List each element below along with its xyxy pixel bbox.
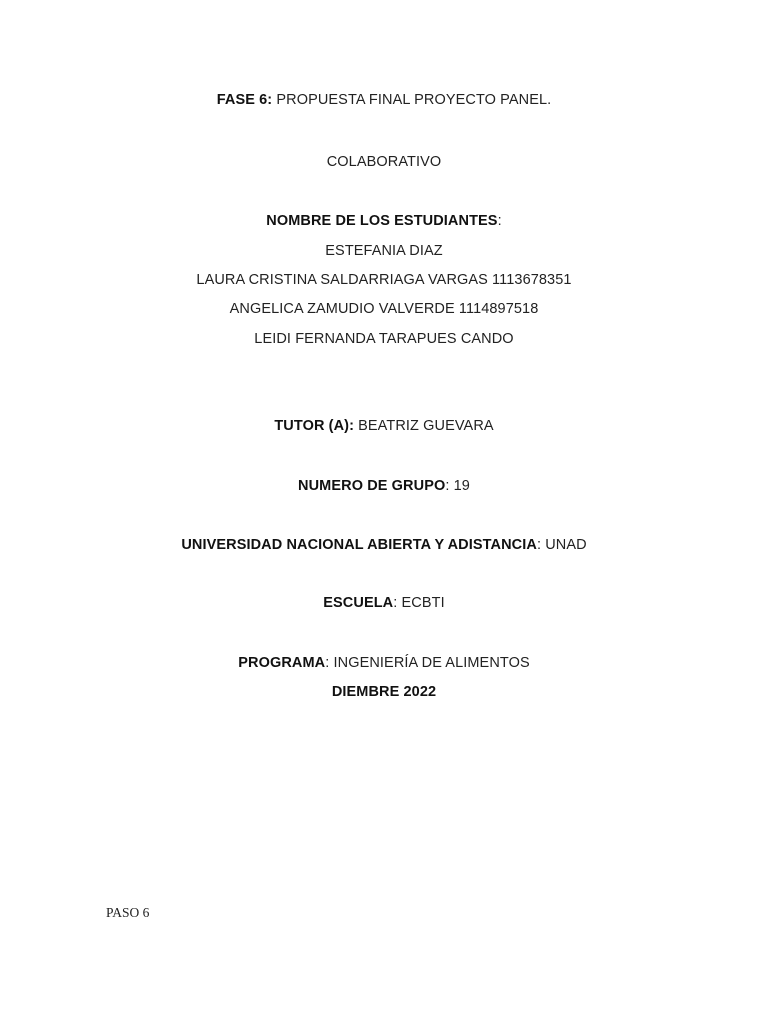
student-name: ESTEFANIA DIAZ xyxy=(325,243,443,259)
programa-line xyxy=(0,654,768,672)
programa-value: : INGENIERÍA DE ALIMENTOS xyxy=(325,655,530,671)
universidad-value: : UNAD xyxy=(536,537,587,553)
escuela-label: ESCUELA xyxy=(323,595,394,611)
grupo-line xyxy=(0,477,768,495)
student-name: LAURA CRISTINA SALDARRIAGA VARGAS 1113678351 xyxy=(196,272,572,288)
student-name: LEIDI FERNANDA TARAPUES CANDO xyxy=(254,331,514,347)
fecha-line: DIEMBRE 2022 xyxy=(331,684,437,700)
grupo-label: NUMERO DE GRUPO xyxy=(298,478,446,494)
colaborativo-line: COLABORATIVO xyxy=(326,154,442,170)
fase-value: PROPUESTA FINAL PROYECTO PANEL. xyxy=(272,92,552,108)
tutor-line xyxy=(0,417,768,435)
fase-label: FASE 6: xyxy=(216,92,273,108)
universidad-line xyxy=(0,536,768,554)
escuela-line xyxy=(0,594,768,612)
escuela-value: : ECBTI xyxy=(393,595,445,611)
footer-text: PASO 6 xyxy=(106,905,150,920)
tutor-value: BEATRIZ GUEVARA xyxy=(354,418,494,434)
students-colon: : xyxy=(497,213,502,229)
grupo-value: : 19 xyxy=(445,478,470,494)
student-name: ANGELICA ZAMUDIO VALVERDE 1114897518 xyxy=(229,301,539,317)
universidad-label: UNIVERSIDAD NACIONAL ABIERTA Y ADISTANCIA xyxy=(181,537,537,553)
programa-label: PROGRAMA xyxy=(238,655,326,671)
students-heading xyxy=(0,212,768,230)
students-label: NOMBRE DE LOS ESTUDIANTES xyxy=(266,213,498,229)
fase-line xyxy=(0,91,768,109)
tutor-label: TUTOR (A): xyxy=(274,418,355,434)
